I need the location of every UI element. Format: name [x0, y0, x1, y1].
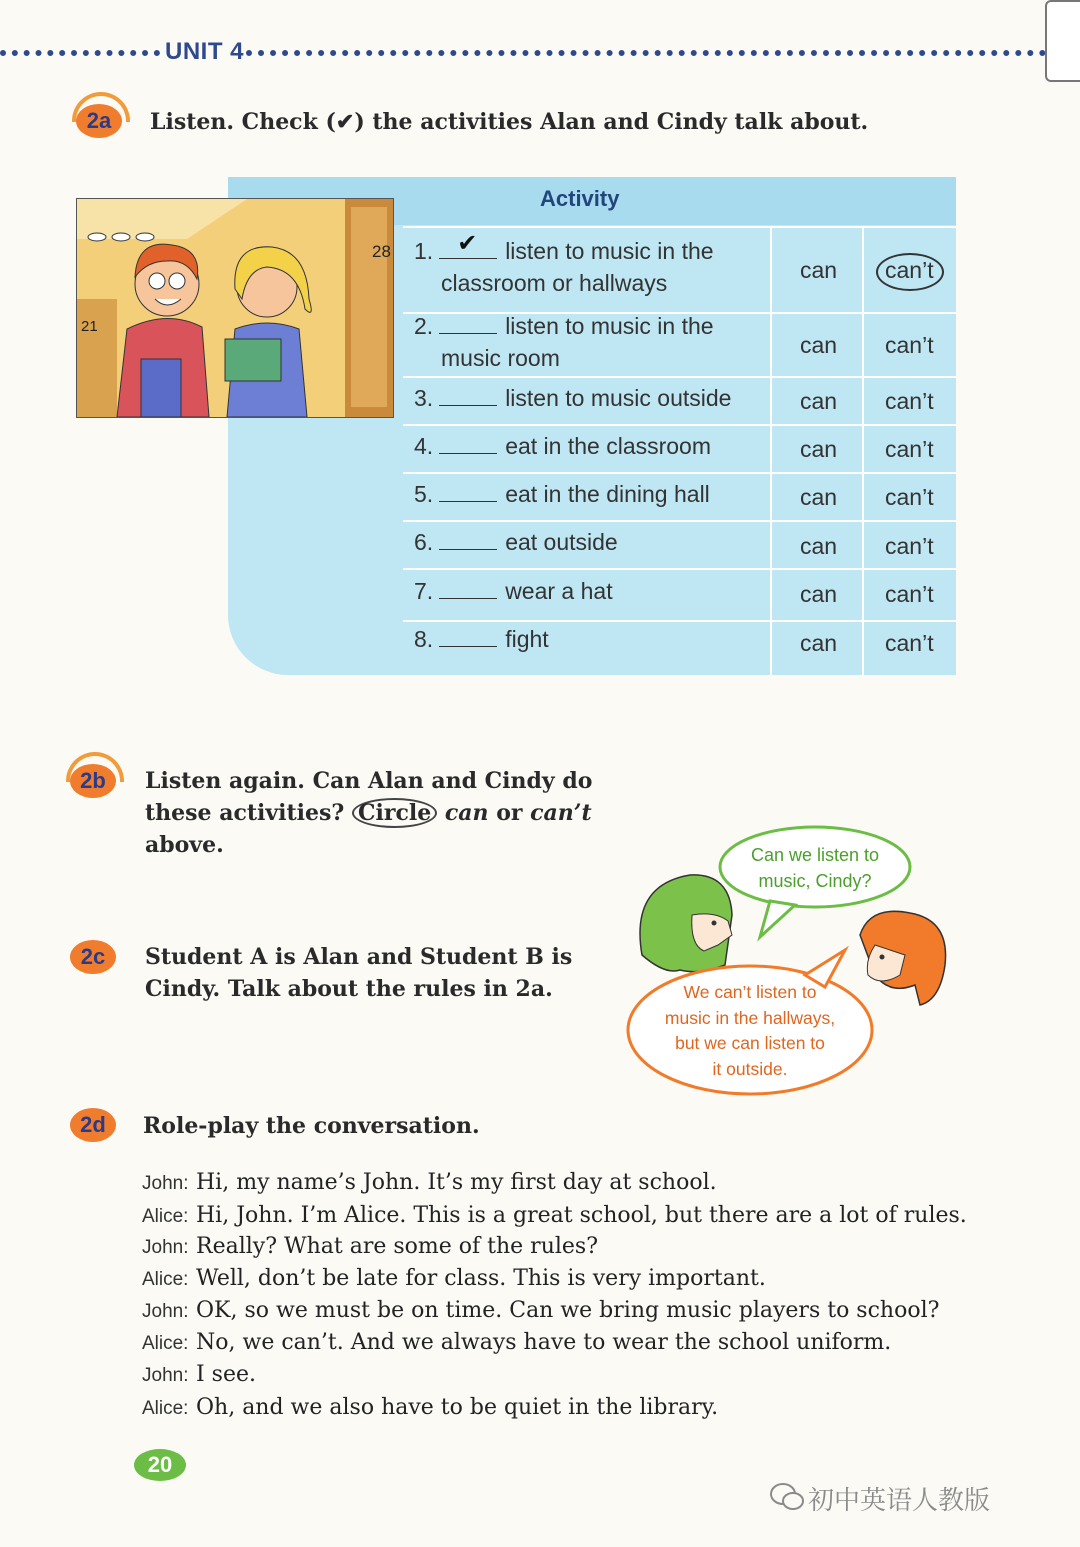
activity-text: music room: [441, 345, 560, 371]
instruction-2c: [145, 941, 572, 1005]
badge-2c: [70, 940, 116, 974]
instruction-2a: Listen. Check (✔) the activities Alan and Cindy talk about.: [150, 109, 869, 135]
dialogue-text: OK, so we must be on time. Can we bring music players to school?: [196, 1298, 940, 1323]
activity-text: listen to music outside: [505, 385, 732, 411]
table-row: [414, 430, 711, 462]
table-row: [414, 310, 714, 374]
activity-header: Activity: [540, 186, 620, 211]
table-col-divider: [770, 226, 772, 676]
can-option[interactable]: can: [800, 332, 838, 358]
page-number: 20: [134, 1449, 186, 1481]
can-option[interactable]: can: [800, 484, 838, 510]
cant-option[interactable]: can’t: [885, 484, 934, 510]
table-row: [414, 575, 613, 607]
dialogue-text: I see.: [196, 1362, 257, 1387]
row-number: 2.: [414, 313, 434, 339]
table-row-divider: [403, 520, 956, 522]
instruction-line: above.: [145, 832, 224, 858]
table-row-divider: [403, 472, 956, 474]
can-option[interactable]: can: [800, 436, 838, 462]
answer-blank[interactable]: [439, 576, 497, 599]
can-option[interactable]: can: [800, 581, 838, 607]
activity-text: wear a hat: [505, 578, 613, 604]
dialogue-line: [142, 1298, 939, 1323]
row-number: 7.: [414, 578, 434, 604]
unit-label: UNIT 4: [165, 38, 245, 65]
can-option[interactable]: can: [800, 257, 838, 283]
door-number: 21: [81, 318, 98, 335]
bubble-line: music in the hallways,: [664, 1007, 836, 1028]
badge-2a-label: 2a: [86, 108, 112, 133]
row-number: 6.: [414, 529, 434, 555]
instruction-line: Student A is Alan and Student B is: [145, 944, 573, 970]
wechat-icon: [770, 1482, 804, 1512]
table-row: [414, 526, 618, 558]
instruction-2b: [145, 765, 592, 861]
watermark: 初中英语人教版: [808, 1486, 991, 1516]
answer-blank[interactable]: [439, 479, 497, 502]
table-row-divider: [403, 620, 956, 622]
cant-option[interactable]: can’t: [885, 332, 934, 358]
checkmark-icon: ✔: [457, 230, 478, 257]
activity-text: eat in the dining hall: [505, 481, 710, 507]
cant-option[interactable]: can’t: [885, 533, 934, 559]
table-row-divider: [403, 568, 956, 570]
badge-2d-label: 2d: [80, 1112, 106, 1137]
can-option[interactable]: can: [800, 388, 838, 414]
cant-option[interactable]: can’t: [885, 257, 934, 283]
answer-blank[interactable]: [439, 624, 497, 647]
cant-option[interactable]: can’t: [885, 436, 934, 462]
instruction-line: Listen again. Can Alan and Cindy do: [145, 768, 593, 794]
green-speech-bubble: [720, 842, 910, 894]
circle-word: Circle: [352, 798, 437, 828]
headphones-icon: [72, 92, 130, 122]
answer-blank[interactable]: [439, 383, 497, 406]
cant-word: can’t: [530, 800, 592, 826]
speaker-name: John:: [142, 1365, 189, 1386]
dialogue-text: Well, don’t be late for class. This is very important.: [196, 1266, 766, 1291]
answer-blank[interactable]: [439, 431, 497, 454]
badge-2a: [76, 104, 122, 138]
instruction-line: these activities?: [145, 800, 345, 826]
activity-text: listen to music in the: [505, 313, 714, 339]
row-number: 3.: [414, 385, 434, 411]
bubble-line: music, Cindy?: [758, 871, 872, 891]
badge-2d: [70, 1108, 116, 1142]
cant-option[interactable]: can’t: [885, 581, 934, 607]
dialogue-line: [142, 1362, 256, 1387]
dialogue-text: Oh, and we also have to be quiet in the library.: [196, 1395, 719, 1420]
dialogue-line: [142, 1203, 967, 1228]
bubble-line: We can’t listen to: [683, 982, 817, 1002]
row-number: 1.: [414, 238, 434, 264]
or-word: or: [496, 800, 523, 826]
headphones-icon: [66, 752, 124, 782]
door-number: 28: [372, 242, 391, 261]
dialogue-line: [142, 1234, 598, 1259]
activity-text: classroom or hallways: [441, 270, 668, 296]
badge-2c-label: 2c: [80, 944, 106, 969]
speaker-name: John:: [142, 1173, 189, 1194]
row-number: 8.: [414, 626, 434, 652]
instruction-2d: Role-play the conversation.: [143, 1113, 480, 1139]
row-number: 5.: [414, 481, 434, 507]
dialogue-text: Hi, my name’s John. It’s my first day at school.: [196, 1170, 717, 1195]
activity-text: listen to music in the: [505, 238, 714, 264]
orange-speech-bubble: [640, 980, 860, 1082]
dialogue-line: [142, 1266, 766, 1291]
answer-blank[interactable]: [439, 527, 497, 550]
can-option[interactable]: can: [800, 630, 838, 656]
speaker-name: John:: [142, 1301, 189, 1322]
speaker-name: Alice:: [142, 1398, 189, 1419]
dialogue-text: Really? What are some of the rules?: [196, 1234, 599, 1259]
can-option[interactable]: can: [800, 533, 838, 559]
table-row-divider: [403, 376, 956, 378]
bubble-line: Can we listen to: [750, 845, 880, 865]
cant-option[interactable]: can’t: [885, 630, 934, 656]
dialogue-text: Hi, John. I’m Alice. This is a great school, but there are a lot of rules.: [196, 1203, 967, 1228]
answer-blank[interactable]: [439, 311, 497, 334]
dialogue-line: [142, 1395, 718, 1420]
dialogue-text: No, we can’t. And we always have to wear the school uniform.: [196, 1330, 892, 1355]
speaker-name: Alice:: [142, 1206, 189, 1227]
table-row: [414, 623, 549, 655]
speaker-name: John:: [142, 1237, 189, 1258]
students-drawing: [77, 199, 393, 417]
answer-blank[interactable]: [439, 230, 497, 259]
speaker-name: Alice:: [142, 1333, 189, 1354]
table-row-divider: [403, 226, 956, 228]
badge-2b: [70, 764, 116, 798]
bubble-line: it outside.: [712, 1058, 788, 1079]
table-row: [414, 230, 714, 299]
activity-text: fight: [505, 626, 549, 652]
speaker-name: Alice:: [142, 1269, 189, 1290]
row-number: 4.: [414, 433, 434, 459]
answer-circle: [876, 253, 944, 291]
header-dots-right: [246, 50, 1046, 56]
cant-option[interactable]: can’t: [885, 388, 934, 414]
table-col-divider: [862, 226, 864, 676]
hallway-illustration: [76, 198, 394, 418]
activity-text: eat in the classroom: [505, 433, 712, 459]
activity-text: eat outside: [505, 529, 618, 555]
dialogue-line: [142, 1330, 891, 1355]
bubble-line: but we can listen to: [675, 1033, 825, 1053]
instruction-line: Cindy. Talk about the rules in 2a.: [145, 976, 553, 1002]
can-word: can: [444, 800, 489, 826]
dialogue-line: [142, 1170, 717, 1195]
table-row: [414, 382, 731, 414]
page-edge-tab: [1045, 0, 1080, 82]
table-row-divider: [403, 424, 956, 426]
table-row: [414, 478, 710, 510]
header-dots-left: [0, 50, 160, 56]
badge-2b-label: 2b: [80, 768, 106, 793]
